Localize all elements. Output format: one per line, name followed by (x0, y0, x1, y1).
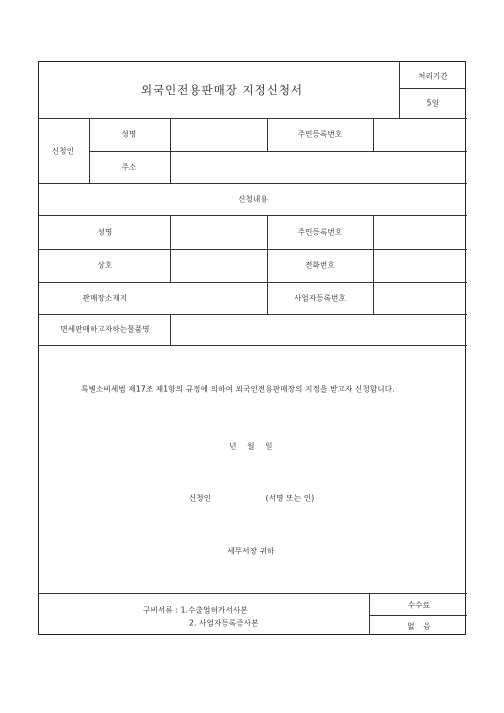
divider (39, 249, 467, 250)
divider (39, 282, 467, 283)
dutyfree-goods-label: 면세판매하고자하는물품명 (60, 324, 150, 334)
applicant-name-label: 성명 (121, 129, 137, 139)
details-name-label: 성명 (97, 227, 113, 237)
details-id-number-label: 주민등록번호 (297, 227, 343, 237)
divider (170, 118, 171, 183)
divider (369, 615, 467, 616)
divider (89, 151, 467, 152)
signer-label: 신청인 (188, 493, 212, 503)
applicant-id-number-label: 주민등록번호 (297, 129, 343, 139)
processing-period-value: 5일 (426, 98, 440, 108)
phone-label: 전화번호 (305, 260, 335, 270)
business-name-label: 상호 (97, 260, 113, 270)
details-header: 신청내용 (238, 194, 268, 204)
divider (399, 88, 466, 89)
divider (39, 183, 467, 184)
divider (373, 215, 374, 314)
divider (267, 118, 268, 151)
divider (373, 118, 374, 151)
divider (39, 118, 467, 119)
fee-label: 수수료 (407, 600, 431, 610)
divider (39, 593, 467, 594)
date-line: 년 월 일 (229, 441, 273, 451)
fee-value: 없 음 (407, 621, 431, 631)
divider (170, 314, 171, 345)
divider (267, 215, 268, 314)
divider (399, 62, 400, 118)
declaration-statement: 특별소비세법 제17조 제1항의 규정에 의하여 외국인전용판매장의 지정을 받고자 신청합니다. (81, 384, 395, 394)
applicant-address-label: 주소 (121, 162, 137, 172)
divider (39, 345, 467, 346)
divider (170, 215, 171, 282)
store-location-label: 판매장소재지 (82, 293, 128, 303)
recipient: 세무서장 귀하 (227, 546, 275, 556)
processing-period-label: 처리기간 (418, 71, 448, 81)
divider (39, 215, 467, 216)
signature-note: (서명 또는 인) (265, 493, 315, 503)
applicant-section-label: 신청인 (51, 146, 75, 156)
form-title: 외국인전용판매장 지정신청서 (140, 83, 304, 97)
required-docs-line2: 2. 사업자등록증사본 (189, 618, 259, 628)
application-form (38, 61, 466, 635)
required-docs-line1: 구비서류 : 1.수출업허가서사본 (143, 605, 248, 615)
divider (89, 118, 90, 183)
divider (39, 314, 467, 315)
business-reg-number-label: 사업자등록번호 (293, 293, 347, 303)
divider (369, 593, 370, 635)
